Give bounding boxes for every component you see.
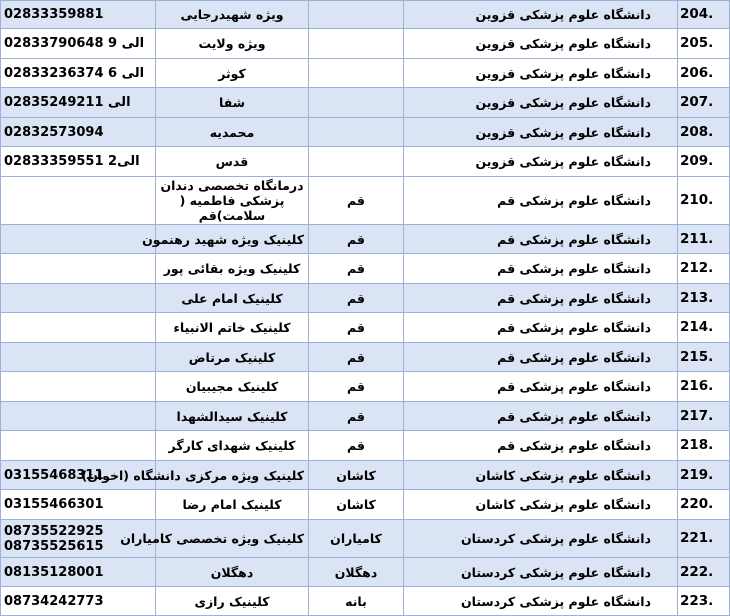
clinic-name-cell: محمدیه: [156, 118, 309, 147]
city-cell: [309, 1, 404, 29]
table-row: [1, 59, 730, 88]
university-cell: دانشگاه علوم پزشکی کاشان: [404, 490, 678, 520]
city-cell: قم: [309, 284, 404, 313]
city-cell: قم: [309, 431, 404, 461]
university-cell: دانشگاه علوم پزشکی قم: [404, 177, 678, 225]
university-cell: دانشگاه علوم پزشکی قم: [404, 254, 678, 284]
table-row: [1, 587, 730, 616]
university-cell: دانشگاه علوم پزشکی کردستان: [404, 587, 678, 616]
row-number: 223.: [678, 587, 730, 616]
clinic-name-cell: کلینیک خاتم الانبیاء: [156, 313, 309, 343]
clinic-name-cell: کوثر: [156, 59, 309, 88]
university-cell: دانشگاه علوم پزشکی قم: [404, 225, 678, 254]
university-cell: دانشگاه علوم پزشکی قزوین: [404, 118, 678, 147]
city-cell: قم: [309, 343, 404, 372]
row-number: 213.: [678, 284, 730, 313]
university-cell: دانشگاه علوم پزشکی قم: [404, 402, 678, 431]
university-cell: دانشگاه علوم پزشکی قزوین: [404, 147, 678, 177]
city-cell: کامیاران: [309, 520, 404, 558]
table-row: [1, 147, 730, 177]
table-row: [1, 431, 730, 461]
clinic-name-cell: کلینیک رازی: [156, 587, 309, 616]
city-cell: قم: [309, 225, 404, 254]
university-cell: دانشگاه علوم پزشکی قم: [404, 313, 678, 343]
city-cell: [309, 147, 404, 177]
university-cell: دانشگاه علوم پزشکی قم: [404, 343, 678, 372]
city-cell: کاشان: [309, 461, 404, 490]
clinic-name-cell: ویژه ولایت: [156, 29, 309, 59]
clinic-name-cell: ویژه شهیدرجایی: [156, 1, 309, 29]
clinic-name-cell: کلینیک امام علی: [156, 284, 309, 313]
phone-cell: 03155468311: [1, 461, 156, 490]
table-row: [1, 29, 730, 59]
phone-cell: 02833359551 الی2: [1, 147, 156, 177]
clinic-name-cell: کلینیک امام رضا: [156, 490, 309, 520]
clinic-name-cell: کلینیک مرتاض: [156, 343, 309, 372]
row-number: 217.: [678, 402, 730, 431]
row-number: 209.: [678, 147, 730, 177]
university-cell: دانشگاه علوم پزشکی کاشان: [404, 461, 678, 490]
clinic-name-cell: کلینیک شهدای کارگر: [156, 431, 309, 461]
row-number: 204.: [678, 1, 730, 29]
city-cell: [309, 59, 404, 88]
city-cell: [309, 118, 404, 147]
university-cell: دانشگاه علوم پزشکی قزوین: [404, 29, 678, 59]
table-row: [1, 254, 730, 284]
clinic-name-cell: کلینیک ویژه مرکزی دانشگاه (اخوان): [156, 461, 309, 490]
table-row: [1, 461, 730, 490]
university-cell: دانشگاه علوم پزشکی قم: [404, 431, 678, 461]
city-cell: قم: [309, 313, 404, 343]
table-row: [1, 118, 730, 147]
phone-cell: 02833790648 الی 9: [1, 29, 156, 59]
row-number: 221.: [678, 520, 730, 558]
row-number: 211.: [678, 225, 730, 254]
row-number: 214.: [678, 313, 730, 343]
table-row: [1, 88, 730, 118]
row-number: 222.: [678, 558, 730, 587]
clinic-name-cell: درمانگاه تخصصی دندان پزشکی فاطمیه ( سلامت)قم: [156, 177, 309, 225]
table-row: [1, 284, 730, 313]
phone-cell: 08735522925 08735525615: [1, 520, 156, 558]
phone-cell: [1, 372, 156, 402]
table-row: [1, 520, 730, 558]
table-row: [1, 372, 730, 402]
city-cell: قم: [309, 254, 404, 284]
city-cell: بانه: [309, 587, 404, 616]
university-cell: دانشگاه علوم پزشکی قم: [404, 372, 678, 402]
university-cell: دانشگاه علوم پزشکی قزوین: [404, 59, 678, 88]
table-row: [1, 343, 730, 372]
row-number: 219.: [678, 461, 730, 490]
table-row: [1, 313, 730, 343]
clinic-name-cell: کلینیک ویژه تخصصی کامیاران: [156, 520, 309, 558]
phone-cell: 02832573094: [1, 118, 156, 147]
table-row: [1, 1, 730, 29]
city-cell: دهگلان: [309, 558, 404, 587]
city-cell: قم: [309, 372, 404, 402]
row-number: 218.: [678, 431, 730, 461]
table-row: [1, 558, 730, 587]
clinic-name-cell: کلینیک سیدالشهدا: [156, 402, 309, 431]
row-number: 208.: [678, 118, 730, 147]
phone-cell: 08135128001: [1, 558, 156, 587]
university-cell: دانشگاه علوم پزشکی کردستان: [404, 558, 678, 587]
city-cell: [309, 29, 404, 59]
university-cell: دانشگاه علوم پزشکی قم: [404, 284, 678, 313]
row-number: 220.: [678, 490, 730, 520]
table-row: [1, 402, 730, 431]
clinic-name-cell: کلینیک ویژه بقائی پور: [156, 254, 309, 284]
phone-cell: 02833359881: [1, 1, 156, 29]
phone-cell: [1, 254, 156, 284]
row-number: 215.: [678, 343, 730, 372]
phone-cell: [1, 177, 156, 225]
phone-cell: [1, 225, 156, 254]
row-number: 206.: [678, 59, 730, 88]
phone-cell: [1, 284, 156, 313]
university-cell: دانشگاه علوم پزشکی قزوین: [404, 1, 678, 29]
phone-cell: 03155466301: [1, 490, 156, 520]
city-cell: کاشان: [309, 490, 404, 520]
phone-cell: 08734242773: [1, 587, 156, 616]
phone-cell: [1, 343, 156, 372]
clinic-name-cell: کلینیک مجیبیان: [156, 372, 309, 402]
clinic-name-cell: شفا: [156, 88, 309, 118]
city-cell: [309, 88, 404, 118]
row-number: 205.: [678, 29, 730, 59]
phone-cell: [1, 431, 156, 461]
university-cell: دانشگاه علوم پزشکی کردستان: [404, 520, 678, 558]
table-row: [1, 490, 730, 520]
clinic-name-cell: قدس: [156, 147, 309, 177]
phone-cell: 02835249211 الی: [1, 88, 156, 118]
row-number: 210.: [678, 177, 730, 225]
row-number: 212.: [678, 254, 730, 284]
clinic-name-cell: کلینیک ویژه شهید رهنمون: [156, 225, 309, 254]
table-row: [1, 177, 730, 225]
city-cell: قم: [309, 177, 404, 225]
row-number: 207.: [678, 88, 730, 118]
row-number: 216.: [678, 372, 730, 402]
university-cell: دانشگاه علوم پزشکی قزوین: [404, 88, 678, 118]
phone-cell: 02833236374 الی 6: [1, 59, 156, 88]
city-cell: قم: [309, 402, 404, 431]
table-body: [1, 1, 730, 616]
phone-cell: [1, 313, 156, 343]
clinic-name-cell: دهگلان: [156, 558, 309, 587]
table-row: [1, 225, 730, 254]
phone-cell: [1, 402, 156, 431]
